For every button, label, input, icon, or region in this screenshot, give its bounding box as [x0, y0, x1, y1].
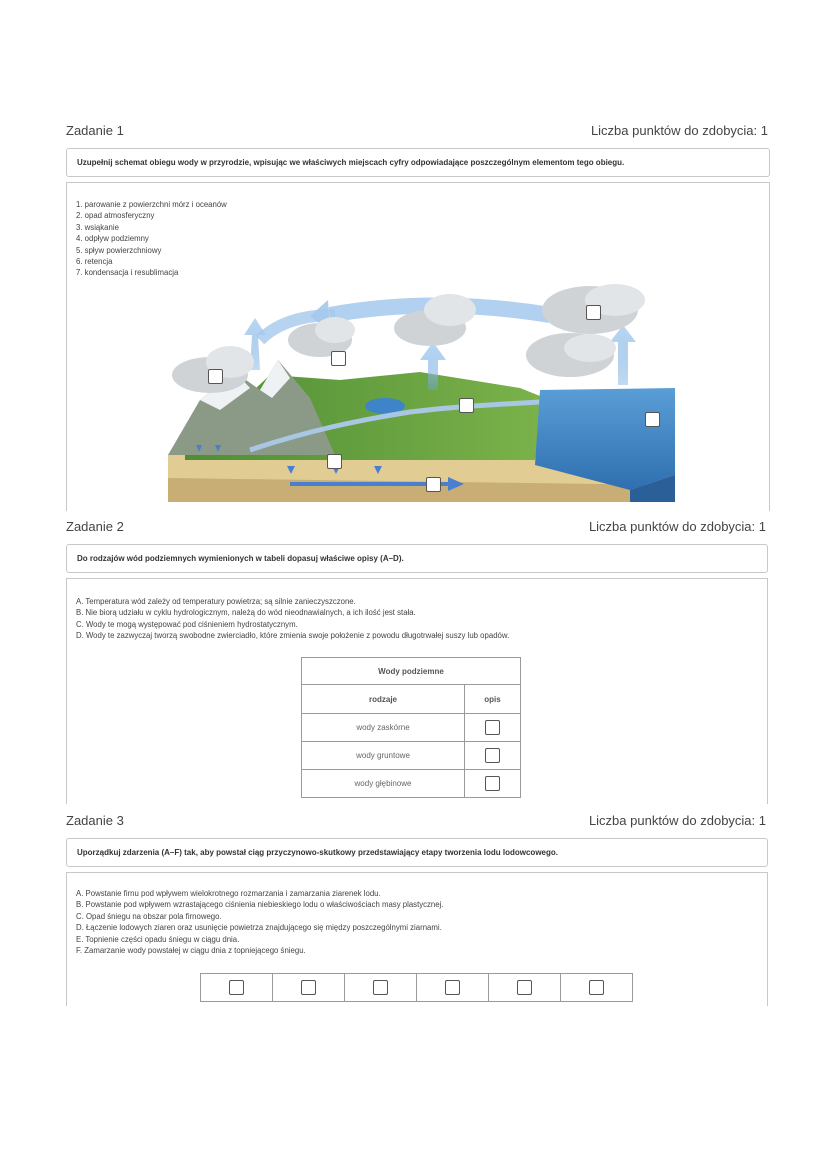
task3-points: Liczba punktów do zdobycia: 1 [588, 813, 766, 828]
table-cell: wody głębinowe [302, 770, 465, 798]
answer-checkbox[interactable] [485, 776, 500, 791]
table-row [302, 770, 521, 798]
answer-checkbox[interactable] [485, 720, 500, 735]
column-header-type: rodzaje [302, 685, 465, 714]
task2-points: Liczba punktów do zdobycia: 1 [588, 519, 766, 534]
sequence-answer-row [200, 973, 633, 1002]
list-item: B. Powstanie pod wpływem wzrastającego ciśnienia niebieskiego lodu o właściwościach masy plastycznej. [76, 900, 444, 910]
list-item: 6. retencja [76, 257, 113, 267]
task2-heading: Zadanie 2 [66, 519, 124, 534]
list-item: 3. wsiąkanie [76, 222, 119, 232]
list-item: 7. kondensacja i resublimacja [76, 268, 179, 278]
list-item: F. Zamarzanie wody powstałej w ciągu dnia z topniejącego śniegu. [76, 946, 306, 956]
task1-instruction-box [66, 148, 770, 177]
answer-checkbox[interactable] [445, 980, 460, 995]
task3-heading: Zadanie 3 [66, 813, 124, 828]
list-item: C. Wody te mogą występować pod ciśnieniem hydrostatycznym. [76, 619, 298, 629]
list-item: A. Powstanie firnu pod wpływem wielokrotnego rozmarzania i zamarzania ziarenek lodu. [76, 889, 381, 898]
table-title: Wody podziemne [302, 658, 521, 685]
answer-square[interactable] [426, 477, 441, 492]
answer-square[interactable] [645, 412, 660, 427]
answer-square[interactable] [331, 351, 346, 366]
list-item: 2. opad atmosferyczny [76, 211, 155, 221]
task2-instruction: Do rodzajów wód podziemnych wymienionych w tabeli dopasuj właściwe opisy (A–D). [77, 554, 404, 563]
task1-heading: Zadanie 1 [66, 123, 124, 138]
list-item: 1. parowanie z powierzchni mórz i oceanów [76, 200, 227, 209]
task1-points: Liczba punktów do zdobycia: 1 [590, 123, 768, 138]
list-item: E. Topnienie części opadu śniegu w ciągu dnia. [76, 934, 240, 944]
list-item: 4. odpływ podziemny [76, 234, 149, 244]
task3-list [76, 888, 444, 956]
task2-list [76, 596, 509, 642]
answer-checkbox[interactable] [229, 980, 244, 995]
list-item: C. Opad śniegu na obszar pola firnowego. [76, 911, 222, 921]
answer-square[interactable] [327, 454, 342, 469]
list-item: B. Nie biorą udziału w cyklu hydrologicznym, należą do wód nieodnawialnych, a ich ilość jest stała. [76, 608, 416, 618]
answer-checkbox[interactable] [373, 980, 388, 995]
task3-instruction: Uporządkuj zdarzenia (A–F) tak, aby powstał ciąg przyczynowo-skutkowy przedstawiający etapy tworzenia lodu lodowcowego. [77, 848, 558, 857]
answer-checkbox[interactable] [301, 980, 316, 995]
table-row [302, 714, 521, 742]
task1-instruction: Uzupełnij schemat obiegu wody w przyrodzie, wpisując we właściwych miejscach cyfry odpowiadające poszczególnym elementom tego obiegu. [77, 158, 625, 167]
answer-checkbox[interactable] [517, 980, 532, 995]
table-cell: wody gruntowe [302, 742, 465, 770]
answer-square[interactable] [459, 398, 474, 413]
groundwater-table [301, 657, 521, 798]
list-item: A. Temperatura wód zależy od temperatury powietrza; są silnie zanieczyszczone. [76, 597, 356, 606]
table-cell: wody zaskórne [302, 714, 465, 742]
task2-instruction-box [66, 544, 768, 573]
list-item: D. Łączenie lodowych ziaren oraz usunięcie powietrza znajdującego się między poszczególnymi ziarnami. [76, 923, 442, 933]
column-header-desc: opis [465, 685, 521, 714]
water-cycle-diagram [160, 280, 690, 506]
answer-checkbox[interactable] [485, 748, 500, 763]
table-row [302, 742, 521, 770]
answer-square[interactable] [586, 305, 601, 320]
answer-checkbox[interactable] [589, 980, 604, 995]
list-item: 5. spływ powierzchniowy [76, 245, 162, 255]
task3-instruction-box [66, 838, 768, 867]
task1-list [76, 199, 227, 279]
answer-square[interactable] [208, 369, 223, 384]
list-item: D. Wody te zazwyczaj tworzą swobodne zwierciadło, które zmienia swoje położenie z powodu długotrwałej suszy lub opadów. [76, 631, 510, 641]
